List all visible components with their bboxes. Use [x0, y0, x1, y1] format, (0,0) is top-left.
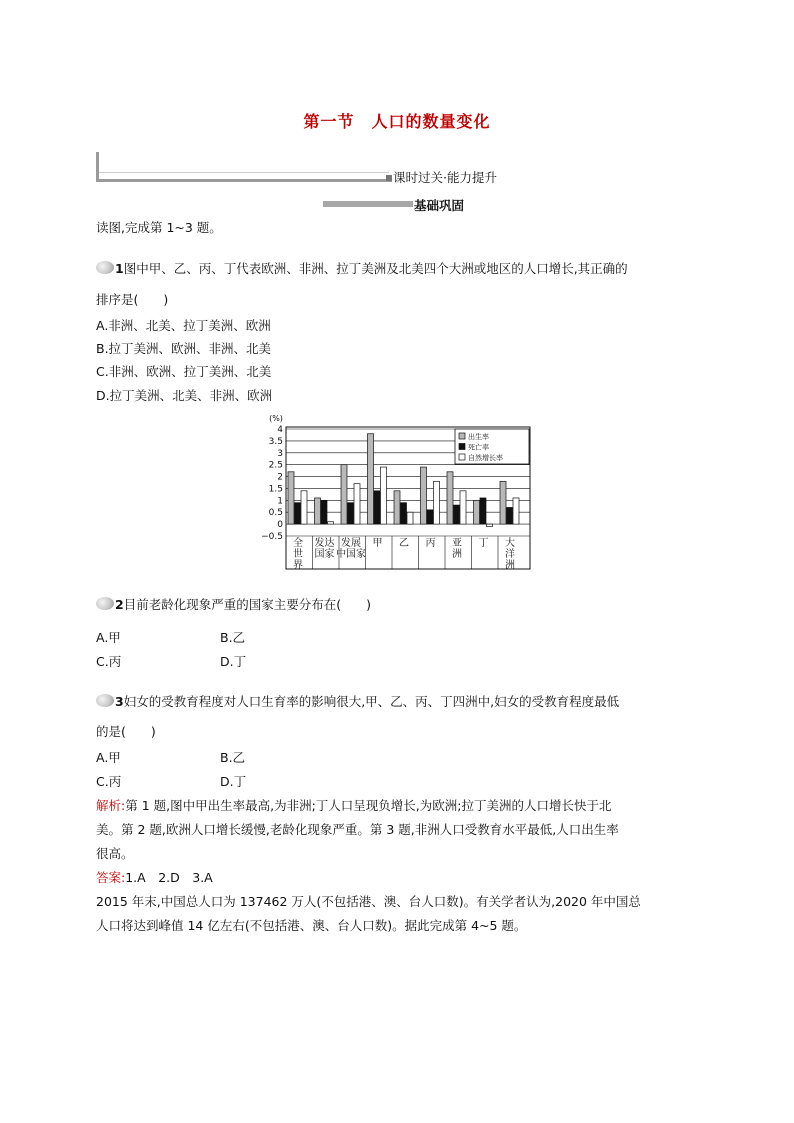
section-band-line: [96, 179, 392, 182]
y-tick-label: 2.5: [268, 460, 283, 471]
y-tick-label: −0.5: [261, 532, 283, 542]
population-rate-chart: [258, 409, 534, 573]
bar: [288, 472, 294, 524]
y-tick-label: 3.5: [268, 436, 283, 447]
bar: [301, 491, 307, 524]
category-label: 全: [293, 538, 303, 549]
passage-line-2: 人口将达到峰值 14 亿左右(不包括港、澳、台人口数)。据此完成第 4~5 题。: [96, 918, 527, 933]
question-2-option-b: B.乙: [220, 630, 246, 645]
bar: [427, 510, 433, 524]
bar: [407, 512, 413, 524]
legend-label: 自然增长率: [468, 454, 503, 462]
question-2-stem-line1: 目前老龄化现象严重的国家主要分布在( ): [123, 597, 371, 612]
answer-label: 答案:: [96, 870, 126, 885]
y-tick-label: 3: [277, 448, 283, 459]
section-heading-bar: [323, 201, 413, 207]
question-3-stem-line1: 妇女的受教育程度对人口生育率的影响很大,甲、乙、丙、丁四洲中,妇女的受教育程度最低: [123, 694, 620, 709]
question-1-stem-line1: 图中甲、乙、丙、丁代表欧洲、非洲、拉丁美洲及北美四个大洲或地区的人口增长,其正确的: [123, 261, 628, 276]
question-1-number: 1: [115, 261, 124, 276]
question-2-number: 2: [115, 597, 124, 612]
bar: [513, 498, 519, 524]
section-heading: 基础巩固: [414, 198, 465, 213]
analysis-text-1: 第 1 题,图中甲出生率最高,为非洲;丁人口呈现负增长,为欧洲;拉丁美洲的人口增长快于北: [125, 798, 612, 813]
y-tick-label: 1.5: [268, 484, 283, 495]
bar: [381, 467, 387, 524]
bar: [500, 481, 506, 524]
question-3-stem: [115, 694, 619, 710]
legend-swatch: [459, 454, 465, 460]
bar: [354, 484, 360, 524]
y-tick-label: 0: [277, 520, 283, 531]
bar: [434, 481, 440, 524]
analysis-line-3: 很高。: [96, 846, 134, 861]
category-label: 国家: [314, 549, 335, 560]
bar: [341, 465, 347, 524]
question-2-option-a: A.甲: [96, 630, 121, 645]
question-1-option-b: B.拉丁美洲、欧洲、非洲、北美: [96, 341, 272, 356]
question-1-stem-line2: 排序是( ): [96, 292, 169, 307]
question-2-option-d: D.丁: [220, 654, 247, 669]
y-tick-label: 2: [277, 472, 283, 483]
question-3-option-b: B.乙: [220, 750, 246, 765]
bar: [315, 498, 321, 524]
category-label: 丙: [425, 538, 436, 549]
answer-line: [96, 870, 213, 886]
question-1-stem: [115, 261, 628, 277]
bar: [480, 498, 486, 524]
y-axis-unit-label: (%): [269, 414, 283, 423]
category-label: 大: [505, 538, 515, 549]
question-3-number: 3: [115, 694, 124, 709]
intro-text: 读图,完成第 1~3 题。: [96, 220, 222, 235]
category-label: 洲: [452, 549, 462, 560]
bar: [328, 522, 334, 524]
bar: [507, 507, 513, 524]
bar: [487, 524, 493, 526]
bar: [368, 434, 374, 524]
question-3-stem-line2: 的是( ): [96, 724, 156, 739]
bar: [447, 472, 453, 524]
bar: [454, 505, 460, 524]
section-band-left-bar: [96, 152, 99, 182]
bar: [460, 491, 466, 524]
question-1-option-d: D.拉丁美洲、北美、非洲、欧洲: [96, 388, 273, 403]
question-2-stem: [115, 597, 371, 613]
y-tick-label: 4: [277, 425, 283, 435]
category-label: 界: [293, 560, 303, 571]
bar: [374, 491, 380, 524]
section-band-thin-line: [99, 172, 389, 173]
passage-line-1: 2015 年末,中国总人口为 137462 万人(不包括港、澳、台人口数)。有关学者认为,2020 年中国总: [96, 894, 641, 909]
question-3-option-a: A.甲: [96, 750, 121, 765]
question-3-option-c: C.丙: [96, 774, 122, 789]
y-tick-label: 0.5: [268, 508, 283, 519]
bar: [401, 503, 407, 524]
category-label: 发达: [314, 538, 335, 549]
legend-label: 死亡率: [468, 443, 489, 452]
page-title: 第一节 人口的数量变化: [303, 112, 491, 131]
section-band-marker: [386, 175, 392, 181]
bar: [295, 503, 301, 524]
question-1-option-a: A.非洲、北美、拉丁美洲、欧洲: [96, 318, 271, 333]
answer-text: 1.A 2.D 3.A: [125, 870, 213, 885]
analysis-line-2: 美。第 2 题,欧洲人口增长缓慢,老龄化现象严重。第 3 题,非洲人口受教育水平最低,人口出生率: [96, 822, 619, 837]
category-label: 洋: [505, 549, 515, 560]
bar: [348, 503, 354, 524]
lesson-band-label: 课时过关·能力提升: [393, 170, 497, 185]
legend-swatch: [459, 433, 465, 439]
analysis-line-1: [96, 798, 611, 814]
legend-label: 出生率: [468, 433, 489, 441]
category-label: 中国家: [336, 549, 366, 560]
category-label: 亚: [452, 538, 462, 549]
bar: [321, 500, 327, 524]
question-2-option-c: C.丙: [96, 654, 122, 669]
category-label: 发展: [341, 538, 361, 549]
question-3-option-d: D.丁: [220, 774, 247, 789]
category-label: 洲: [505, 560, 515, 571]
category-label: 乙: [399, 538, 409, 549]
category-label: 丁: [478, 538, 489, 549]
question-2-icon: [96, 597, 114, 610]
question-1-icon: [96, 261, 114, 274]
category-label: 世: [293, 549, 303, 560]
question-1-option-c: C.非洲、欧洲、拉丁美洲、北美: [96, 364, 272, 379]
bar: [474, 500, 480, 524]
question-3-icon: [96, 694, 114, 707]
bar: [394, 491, 400, 524]
y-tick-label: 1: [277, 496, 283, 507]
category-label: 甲: [372, 538, 383, 549]
bar: [421, 467, 427, 524]
analysis-label: 解析:: [96, 798, 126, 813]
legend-swatch: [459, 444, 465, 450]
